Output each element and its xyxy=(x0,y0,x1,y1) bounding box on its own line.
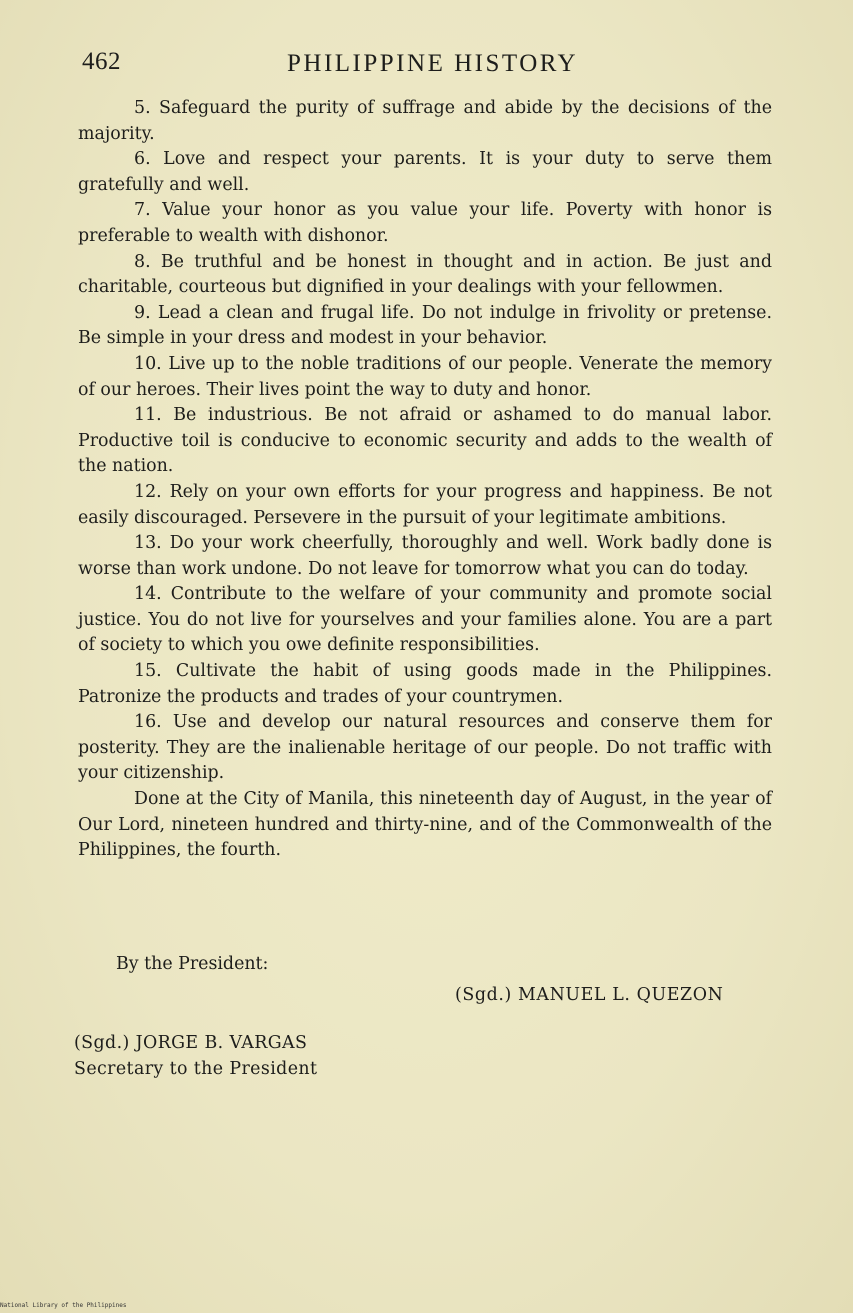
president-signature: (Sgd.) MANUEL L. QUEZON xyxy=(455,985,724,1005)
paragraph-16: 16. Use and develop our natural resources and conserve them for posterity. They are the inalienable heritage of our people. Do not traffic with your citizenship. xyxy=(78,712,772,784)
library-credit: National Library of the Philippines xyxy=(0,1302,127,1309)
by-the-president-line: By the President: xyxy=(116,954,269,974)
paragraph-11: 11. Be industrious. Be not afraid or ashamed to do manual labor. Productive toil is conducive to economic security and adds to the wealth of the nation. xyxy=(78,405,772,477)
paragraph-14: 14. Contribute to the welfare of your community and promote social justice. You do not live for yourselves and your families alone. You are a part of society to which you owe definite responsibilities. xyxy=(78,584,772,656)
paragraph-7: 7. Value your honor as you value your life. Poverty with honor is preferable to wealth with dishonor. xyxy=(78,200,772,246)
running-title: PHILIPPINE HISTORY xyxy=(287,50,579,77)
secretary-signature-block xyxy=(74,1030,317,1082)
paragraph-5: 5. Safeguard the purity of suffrage and abide by the decisions of the majority. xyxy=(78,98,772,144)
paragraph-9: 9. Lead a clean and frugal life. Do not indulge in frivolity or pretense. Be simple in your dress and modest in your behavior. xyxy=(78,302,772,349)
page-number: 462 xyxy=(82,48,121,75)
paragraph-8: 8. Be truthful and be honest in thought and in action. Be just and charitable, courteous but dignified in your dealings with your fellowmen. xyxy=(78,251,772,298)
page-header xyxy=(82,48,782,84)
secretary-title: Secretary to the President xyxy=(74,1059,318,1079)
body-text xyxy=(78,96,772,864)
paragraph-12: 12. Rely on your own efforts for your progress and happiness. Be not easily discouraged. Persevere in the pursuit of your legitimate ambitions. xyxy=(78,481,772,528)
paragraph-6: 6. Love and respect your parents. It is your duty to serve them gratefully and well. xyxy=(78,149,772,195)
paragraph-15: 15. Cultivate the habit of using goods made in the Philippines. Patronize the products and trades of your countrymen. xyxy=(78,661,772,707)
closing-paragraph: Done at the City of Manila, this nineteenth day of August, in the year of Our Lord, nineteen hundred and thirty-nine, and of the Commonwealth of the Philippines, the fourth. xyxy=(78,789,772,861)
secretary-name: (Sgd.) JORGE B. VARGAS xyxy=(74,1033,308,1053)
paragraph-13: 13. Do your work cheerfully, thoroughly and well. Work badly done is worse than work undone. Do not leave for tomorrow what you can do today. xyxy=(78,533,772,579)
paragraph-10: 10. Live up to the noble traditions of our people. Venerate the memory of our heroes. Their lives point the way to duty and honor. xyxy=(78,353,772,400)
